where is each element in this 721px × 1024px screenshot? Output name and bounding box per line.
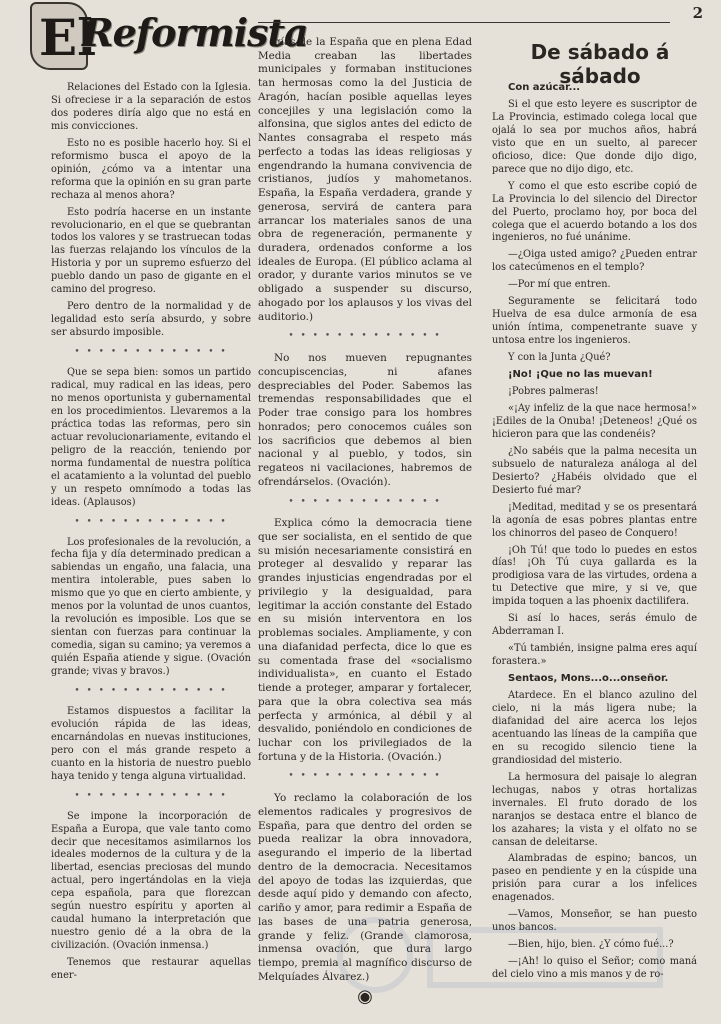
paragraph: ¡Oh Tú! que todo lo puedes en estos días! ¡Oh Tú cuya gallarda es la prodigiosa vara de las virtudes, ordena a tu Detective que mire, y si ve, que impida toquen a las phoenix dactilifera.	[492, 544, 697, 608]
paragraph: Sentaos, Mons...o...onseñor.	[508, 673, 669, 685]
paragraph: Que se sepa bien: somos un partido radical, muy radical en las ideas, pero no menos oportunista y gubernamental en los procedimientos. Llevaremos a la práctica todas las reformas, pero sin actuar revolucionariamente, evitando el peligro de la reacción, teniendo por norma fundamental de nuestra política el acatamiento a la voluntad del pueblo y un respeto omnímodo a todas las ideas. (Aplausos)	[51, 367, 251, 508]
paragraph: Tenemos que restaurar aquellas ener-	[51, 957, 251, 982]
paragraph: ¿No sabéis que la palma necesita un subsuelo de naturaleza análoga al del Desierto? ¿Habéis olvidado que el Desierto fué mar?	[492, 445, 697, 496]
column-3	[492, 82, 697, 986]
library-stamp-watermark	[335, 900, 675, 1010]
paragraph: Si así lo haces, serás émulo de Abderraman I.	[492, 613, 697, 638]
masthead-title: Reformista	[82, 10, 308, 55]
paragraph: Seguramente se felicitará todo Huelva de esa dulce armonía de esa unión íntima, compenetrante suave y untosa entre los ingenieros.	[492, 296, 697, 347]
paragraph: Explica cómo la democracia tiene que ser socialista, en el sentido de que su misión necesariamente consistirá en proteger al desvalido y reparar las grandes injusticias engendradas por el privilegio y la desigualdad, para legitimar la acción constante del Estado en su misión interventora en los problemas sociales. Ampliamente, y con una diafanidad perfecta, dice lo que es su comentada frase del «socialismo individualista», en cuanto el Estado tiende a proteger, amparar y fortalecer, para que la obra colectiva sea más perfecta y armónica, al débil y al desvalido, poniéndolo en condiciones de luchar con los privilegiados de la fortuna y de la Historia. (Ovación.)	[258, 517, 472, 763]
section-separator: • • • • • • • • • • • • •	[288, 771, 442, 782]
paragraph: Con azúcar...	[508, 82, 581, 93]
header-rule	[258, 22, 670, 23]
paragraph: Si el que esto leyere es suscriptor de La Provincia, estimado colega local que ojalá lo sea por muchos años, habrá visto que en un suelto, al parecer oficioso, dice: Que donde dijo digo, parece que no dijo digo, etc.	[492, 98, 697, 175]
paragraph: Esto no es posible hacerlo hoy. Si el reformismo busca el apoyo de la opinión, ¿cómo va a intentar una reforma que la opinión en su gran parte rechaza al menos ahora?	[51, 137, 251, 201]
paragraph: ¡Meditad, meditad y se os presentará la agonía de esas pobres plantas entre los chinorros del paseo de Conquero!	[492, 501, 697, 539]
paragraph: gías de la España que en plena Edad Media creaban las libertades municipales y formaban instituciones tan hermosas como la del Justicia de Aragón, hacían posible aquellas leyes concejiles y una legislación como la alfonsina, que siglos antes del edicto de Nantes consagraba el respeto más perfecto a todas las ideas religiosas y engendrando la humana convivencia de cristianos, judíos y mahometanos. España, la España verdadera, grande y generosa, servirá de cantera para arrancar los materiales sanos de una obra de regeneración, permanente y duradera, ordenados conforme a los ideales de Europa. (El público aclama al orador, y durante varios minutos se ve obligado a suspender su discurso, ahogado por los aplausos y los vivas del auditorio.)	[258, 36, 472, 323]
paragraph: —¡Ah! lo quiso el Señor; como maná del cielo vino a mis manos y de ro-	[492, 956, 697, 981]
paragraph: Relaciones del Estado con la Iglesia. Si ofreciese ir a la separación de estos dos poderes diría algo que no está en mis convicciones.	[51, 82, 251, 132]
section-separator: • • • • • • • • • • • • •	[288, 496, 442, 507]
section-separator: • • • • • • • • • • • • •	[74, 685, 228, 696]
paragraph: Y con la Junta ¿Qué?	[508, 352, 611, 364]
section-separator: • • • • • • • • • • • • •	[74, 347, 228, 358]
paragraph: ¡No! ¡Que no las muevan!	[508, 369, 653, 381]
paragraph: Estamos dispuestos a facilitar la evolución rápida de las ideas, encarnándolas en nuevas instituciones, pero con el más grande respeto a cuanto en la historia de nuestro pueblo haya tenido y tenga alguna virtualidad.	[51, 705, 251, 782]
section-separator: • • • • • • • • • • • • •	[288, 331, 442, 342]
column-1	[51, 82, 251, 987]
paragraph: Atardece. En el blanco azulino del cielo, ni la más ligera nube; la diafanidad del aire acerca los lejos acentuando las líneas de la campiña que en su recogido silencio tiene la grandiosidad del misterio.	[492, 690, 697, 766]
paragraph: Se impone la incorporación de España a Europa, que vale tanto como decir que necesitamos asimilarnos los ideales modernos de la cultura y de la libertad, esencias preciosas del mundo actual, pero ingertándolas en la vieja cepa española, para que florezcan según nuestro espíritu y aporten al caudal humano la interpretación que nuestro genio dé a la obra de la civilización. (Ovación inmensa.)	[51, 810, 251, 952]
paragraph: —Vamos, Monseñor, se han puesto unos bancos.	[492, 909, 697, 934]
paragraph: Y como el que esto escribe copió de La Provincia lo del silencio del Director del Puerto, proclamo hoy, por boca del colega que el acuerdo botando a los dos ingenieros, no fué unánime.	[492, 180, 697, 244]
paragraph: Yo reclamo la colaboración de los elementos radicales y progresivos de España, para que dentro del orden se pueda realizar la obra innovadora, asegurando el imperio de la libertad dentro de la democracia. Necesitamos del apoyo de todas las izquierdas, que desde aquí pido y demando con afecto, cariño y amor, para redimir a España de las bases de una patria generosa, grande y feliz. (Grande clamorosa, inmensa ovación, que dura largo tiempo, premia al magnífico discurso de Melquíades Álvarez.)	[258, 792, 472, 983]
paragraph: La hermosura del paisaje lo alegran lechugas, nabos y otras hortalizas invernales. El fruto dorado de los naranjos se destaca entre el blanco de los azahares; la vista y el olfato no se cansan de deleitarse.	[492, 771, 697, 848]
paragraph: Pero dentro de la normalidad y de legalidad esto sería absurdo, y sobre ser absurdo imposible.	[51, 301, 251, 339]
paragraph: No nos mueven repugnantes concupiscencias, ni afanes despreciables del Poder. Sabemos las tremendas responsabilidades que el Poder trae consigo para los hombres honrados; pero conocemos cuáles son los sacrificios que debemos al bien nacional y al pueblo, y todos, sin regateos ni vacilaciones, habremos de ofrendárselos. (Ovación).	[258, 352, 472, 488]
end-ornament: ◉	[357, 986, 373, 1008]
section-title: De sábado á sábado	[530, 40, 670, 88]
masthead-initial	[30, 2, 97, 70]
paragraph: Esto podría hacerse en un instante revolucionario, en el que se quebrantan todos los valores y se trastruecan todas las fuerzas relajando los vínculos de la Historia y por un supremo esfuerzo del pueblo dando un paso de gigante en el camino del progreso.	[51, 206, 251, 296]
paragraph: ¡Pobres palmeras!	[508, 386, 599, 398]
paragraph: Alambradas de espino; bancos, un paseo en pendiente y en la cúspide una prisión para curar a los infelices enagenados.	[492, 853, 697, 904]
column-2	[258, 36, 472, 1008]
masthead	[30, 2, 308, 72]
paragraph: «Tú también, insigne palma eres aquí forastera.»	[492, 643, 697, 668]
section-separator: • • • • • • • • • • • • •	[74, 516, 228, 527]
section-separator: • • • • • • • • • • • • •	[74, 790, 228, 801]
paragraph: «¡Ay infeliz de la que nace hermosa!» ¡Ediles de la Onuba! ¡Deteneos! ¿Qué os hicieron para que las condenéis?	[492, 402, 697, 440]
paragraph: —¿Oiga usted amigo? ¿Pueden entrar los catecúmenos en el templo?	[492, 249, 697, 274]
paragraph: —Bien, hijo, bien. ¿Y cómo fué...?	[508, 939, 674, 951]
paragraph: Los profesionales de la revolución, a fecha fija y día determinado predican a sabiendas un engaño, una falacia, una mentira intolerable, pues saben lo mismo que yo que en cierto ambiente, y menos por la voluntad de unos cuantos, la revolución es imposible. Los que se sientan con fuerzas para continuar la comedia, sigan su camino; ya veremos a quién España atiende y sigue. (Ovación grande; vivas y bravos.)	[51, 536, 251, 678]
masthead-cap-text: El	[39, 8, 97, 67]
page-number: 2	[692, 4, 703, 22]
paragraph: —Por mí que entren.	[508, 279, 611, 291]
